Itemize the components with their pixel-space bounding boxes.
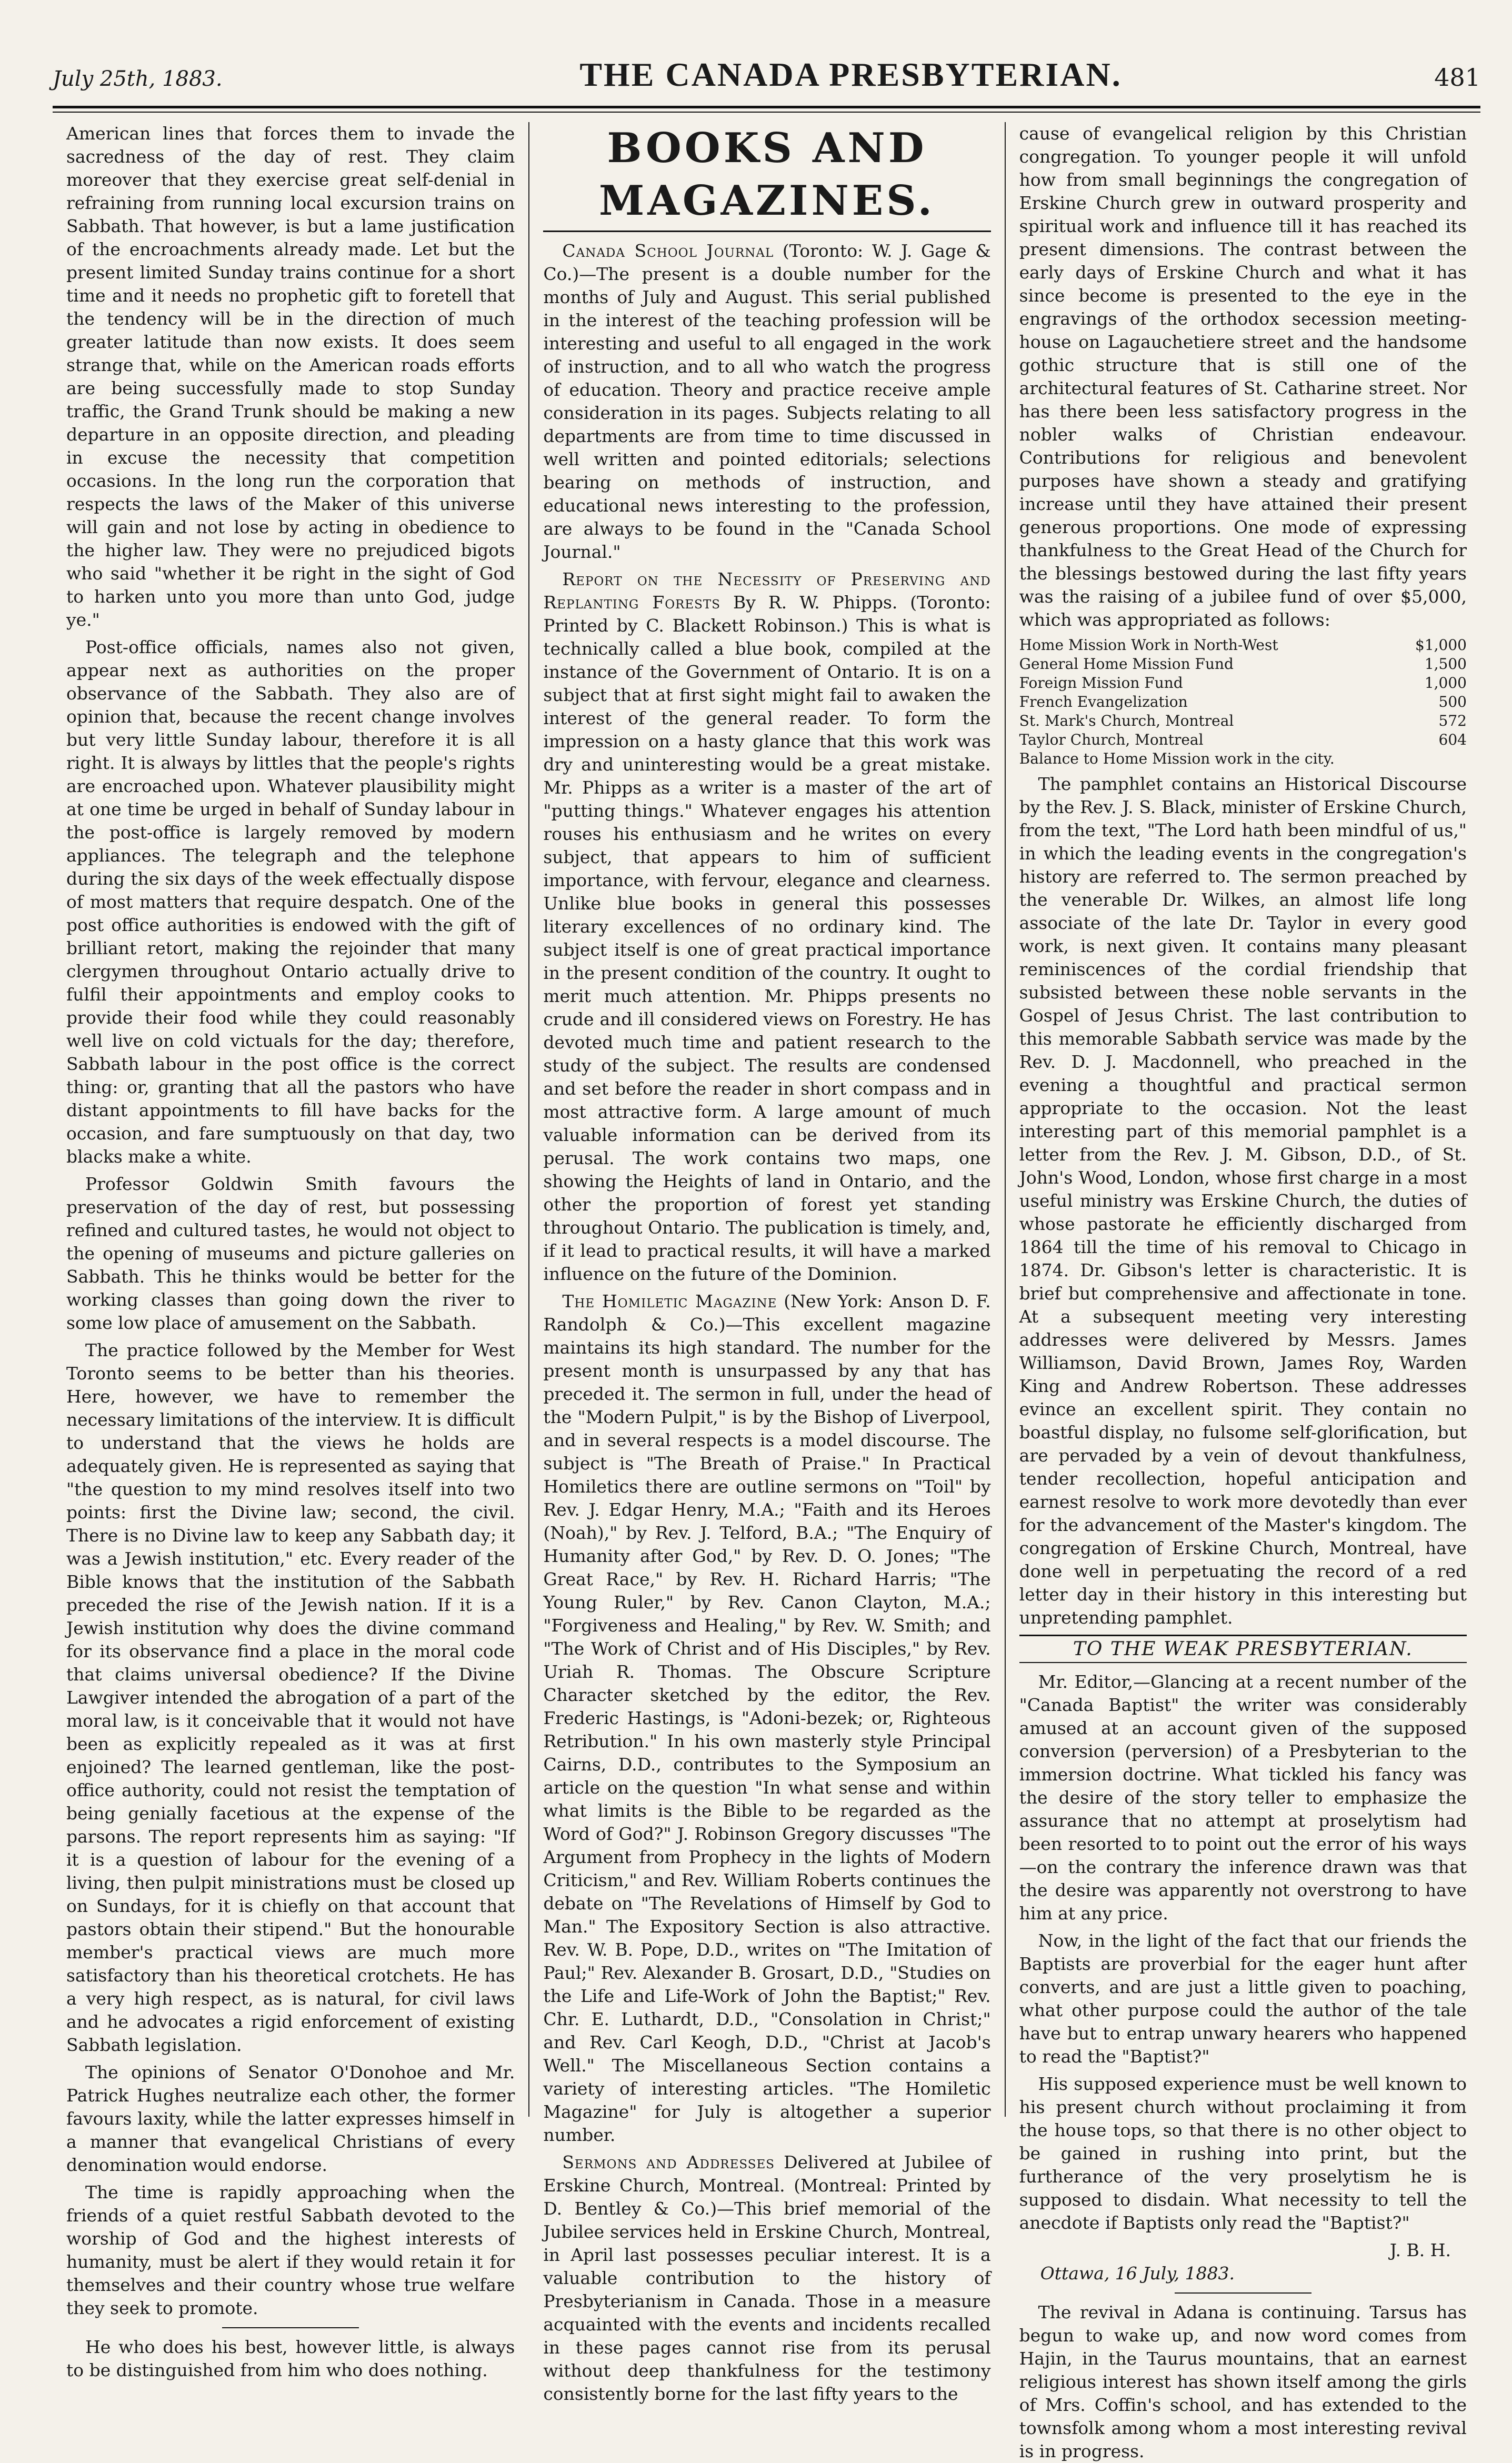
article-paragraph: The time is rapidly approaching when the friends of a quiet restful Sabbath devoted to the worship of God and the highest interests of humanity, must be alert if they would retain it for themselves and their country whose true welfare they seek to promote.	[66, 2182, 515, 2318]
page-number: 481	[1434, 63, 1480, 92]
column-1	[53, 122, 528, 2380]
page-header	[53, 55, 1480, 103]
closing-maxim: He who does his best, however little, is always to be distinguished from him who does nothing.	[66, 2337, 515, 2380]
review-text: (Toronto: W. J. Gage & Co.)—The present is a double number for the months of July and August. This serial published in the interest of the teaching profession will be interesting and useful to all engaged in the work of instruction, and to all who watch the progress of education. Theory and practice receive ample consideration in its pages. Subjects relating to all departments are from time to time discussed in well written and pointed editorials; selections bearing on methods of instruction, and educational news interesting to the profession, are always to be found in the "Canada School Journal."	[543, 241, 991, 562]
article-paragraph: The pamphlet contains an Historical Discourse by the Rev. J. S. Black, minister of Erskine Church, from the text, "The Lord hath been mindful of us," in which the leading events in the congregation's history are referred to. The sermon preached by the venerable Dr. Wilkes, an almost life long associate of the late Dr. Taylor in every good work, is next given. It contains many pleasant reminiscences of the cordial friendship that subsisted between these noble servants in the Gospel of Jesus Christ. The last contribution to this memorable Sabbath service was made by the Rev. D. J. Macdonnell, who preached in the evening a thoughtful and practical sermon appropriate to the occasion. Not the least interesting part of this memorial pamphlet is a letter from the Rev. J. M. Gibson, D.D., of St. John's Wood, London, whose first charge in a most useful ministry was Erskine Church, the duties of whose pastorate he efficiently discharged from 1864 till the time of his removal to Chicago in 1874. Dr. Gibson's letter is characteristic. It is brief but comprehensive and affectionate in tone. At a subsequent meeting very interesting addresses were delivered by Messrs. James Williamson, David Brown, James Roy, Warden King and Andrew Robertson. These addresses evince an excellent spirit. They contain no boastful display, no fulsome self-glorification, but are pervaded by a vein of devout thankfulness, tender recollection, hopeful anticipation and earnest resolve to work more devotedly than ever for the advancement of the Master's kingdom. The congregation of Erskine Church, Montreal, have done well in perpetuating the record of a red letter day in their history in this interesting but unpretending pamphlet.	[1019, 774, 1467, 1628]
article-paragraph: Professor Goldwin Smith favours the preservation of the day of rest, but possessing refined and cultured tastes, he would not object to the opening of museums and picture galleries on Sabbath. This he thinks would be better for the working classes than going down the river to some low place of amusement on the Sabbath.	[66, 1174, 515, 1333]
table-row	[1019, 712, 1467, 730]
review-text: By R. W. Phipps. (Toronto: Printed by C. Blackett Robinson.) This is what is technically called a blue book, compiled at the instance of the Government of Ontario. It is on a subject that at first sight might fail to awaken the interest of the general reader. To form the impression on a hasty glance that this work was dry and uninteresting would be a great mistake. Mr. Phipps as a writer is a master of the art of "putting things." Whatever engages his attention rouses his enthusiasm and he writes on every subject, that appears to him of sufficient importance, with fervour, elegance and clearness. Unlike blue books in general this possesses literary excellences of no ordinary kind. The subject itself is one of great practical importance in the present condition of the country. It ought to merit much attention. Mr. Phipps presents no crude and ill considered views on Forestry. He has devoted much time and patient research to the study of the subject. The results are condensed and set before the reader in short compass and in most attractive form. A large amount of much valuable information can be derived from its perusal. The work contains two maps, one showing the Heights of land in Ontario, and the other the proportion of forest yet standing throughout Ontario. The publication is timely, and, if it lead to practical results, it will have a marked influence on the future of the Dominion.	[543, 592, 991, 1284]
fund-amount: 1,500	[1424, 655, 1467, 673]
review-item	[543, 1290, 990, 2147]
publication-title: THE CANADA PRESBYTERIAN.	[579, 56, 1122, 93]
review-item	[543, 2151, 990, 2406]
divider	[1019, 1662, 1467, 1663]
table-row	[1019, 749, 1467, 768]
table-row	[1019, 636, 1467, 655]
letter-heading: TO THE WEAK PRESBYTERIAN.	[1073, 1638, 1413, 1660]
table-row	[1019, 730, 1467, 749]
fund-label: Foreign Mission Fund	[1019, 674, 1183, 692]
divider	[543, 231, 990, 232]
table-row	[1019, 655, 1467, 674]
review-title: The Homiletic Magazine	[562, 1291, 777, 1311]
article-paragraph: American lines that forces them to invade the sacredness of the day of rest. They claim moreover that they exercise great self-denial in refraining from running local excursion trains on Sabbath. That however, is but a lame justification of the encroachments already made. Let but the present limited Sunday trains continue for a short time and it needs no prophetic gift to foretell that the tendency will be in the direction of much greater latitude than now exists. It does seem strange that, while on the American roads efforts are being successfully made to stop Sunday traffic, the Grand Trunk should be making a new departure in an opposite direction, and pleading in excuse the necessity that competition occasions. In the long run the corporation that respects the laws of the Maker of this universe will gain and not lose by acting in obedience to the higher law. They were no prejudiced bigots who said "whether it be right in the sight of God to harken unto you more than unto God, judge ye."	[66, 123, 515, 630]
news-paragraph: The revival in Adana is continuing. Tarsus has begun to wake up, and now word comes from Hajin, in the Taurus mountains, that an earnest religious interest has shown itself among the girls of Mrs. Coffin's school, and has extended to the townsfolk among whom a most interesting revival is in progress.	[1019, 2302, 1467, 2461]
column-2	[528, 122, 1004, 2404]
review-title: Canada School Journal	[562, 241, 774, 261]
fund-label: St. Mark's Church, Montreal	[1019, 712, 1234, 729]
fund-amount: 500	[1438, 693, 1467, 710]
fund-note: Balance to Home Mission work in the city.	[1019, 750, 1335, 767]
divider	[1019, 1635, 1467, 1636]
review-text: (New York: Anson D. F. Randolph & Co.)—This excellent magazine maintains its high standard. The number for the present month is unsurpassed by any that has preceded it. The sermon in full, under the head of the "Modern Pulpit," is by the Bishop of Liverpool, and in several respects is a model discourse. The subject is "The Breath of Praise." In Practical Homiletics there are outline sermons on "Toil" by Rev. J. Edgar Henry, M.A.; "Faith and its Heroes (Noah)," by Rev. J. Telford, B.A.; "The Enquiry of Humanity after God," by Rev. D. O. Jones; "The Great Race," by Rev. H. Richard Harris; "The Young Ruler," by Rev. Canon Clayton, M.A.; "Forgiveness and Healing," by Rev. W. Smith; and "The Work of Christ and of His Disciples," by Rev. Uriah R. Thomas. The Obscure Scripture Character sketched by the editor, the Rev. Frederic Hastings, is "Adoni-bezek; or, Righteous Retribution." In his own masterly style Principal Cairns, D.D., contributes to the Symposium an article on the question "In what sense and within what limits is the Bible to be regarded as the Word of God?" J. Robinson Gregory discusses "The Argument from Prophecy in the lights of Modern Criticism," and Rev. William Roberts continues the debate on "The Revelations of Himself by God to Man." The Expository Section is also attractive. Rev. W. B. Pope, D.D., writes on "The Imitation of Paul;" Rev. Alexander B. Grosart, D.D., "Studies on the Life and Life-Work of John the Baptist;" Rev. Chr. E. Luthardt, D.D., "Consolation in Christ;" and Rev. Carl Keogh, D.D., "Christ at Jacob's Well." The Miscellaneous Section contains a variety of interesting articles. "The Homiletic Magazine" for July is altogether a superior number.	[543, 1291, 991, 2145]
fund-amount: 604	[1438, 731, 1467, 748]
fund-amount: 572	[1438, 712, 1467, 729]
fund-table	[1019, 636, 1467, 768]
table-row	[1019, 693, 1467, 712]
fund-amount: $1,000	[1415, 636, 1467, 654]
letter-paragraph: His supposed experience must be well known to his present church without proclaiming it from the house tops, so that there is no other object to be gained in rushing into print, but the furtherance of the very proselytism he is supposed to disdain. What necessity to tell the anecdote if Baptists only read the "Baptist?"	[1019, 2074, 1467, 2233]
divider	[222, 2327, 359, 2328]
review-title: Report on the Necessity of Preserving and Replanting Forests	[543, 569, 991, 613]
review-title: Sermons and Addresses	[562, 2152, 775, 2172]
columns	[53, 122, 1480, 2461]
fund-label: Home Mission Work in North-West	[1019, 636, 1278, 654]
review-text: Delivered at Jubilee of Erskine Church, Montreal. (Montreal: Printed by D. Bentley & Co.)—This brief memorial of the Jubilee services held in Erskine Church, Montreal, in April last possesses peculiar interest. It is a valuable contribution to the history of Presbyterianism in Canada. Those in a measure acquainted with the events and incidents recalled in these pages cannot rise from its perusal without deep thankfulness for the testimony consistently borne for the last fifty years to the	[543, 2152, 991, 2404]
article-paragraph: The practice followed by the Member for West Toronto seems to be better than his theories. Here, however, we have to remember the necessary limitations of the interview. It is difficult to understand that the views he holds are adequately given. He is represented as saying that "the question to my mind resolves itself into two points: first the Divine law; second, the civil. There is no Divine law to keep any Sabbath day; it was a Jewish institution," etc. Every reader of the Bible knows that the institution of the Sabbath preceded the rise of the Jewish nation. If it is a Jewish institution why does the divine command for its observance find a place in the moral code that claims universal obedience? If the Divine Lawgiver intended the abrogation of a part of the moral law, is it conceivable that it would not have been as explicitly repealed as it was at first enjoined? The learned gentleman, like the post-office authority, could not resist the temptation of being genially facetious at the expense of the parsons. The report represents him as saying: "If it is a question of labour for the evening of a living, then pulpit ministrations must be closed up on Sundays, for it is chiefly on that account that pastors obtain their stipend." But the honourable member's practical views are much more satisfactory than his theoretical crotchets. He has a very high respect, as is natural, for civil laws and he advocates a rigid enforcement of existing Sabbath legislation.	[66, 1340, 515, 2055]
fund-amount: 1,000	[1424, 674, 1467, 692]
fund-label: Taylor Church, Montreal	[1019, 731, 1204, 748]
section-banner: BOOKS AND MAGAZINES.	[599, 124, 935, 225]
letter-paragraph: Now, in the light of the fact that our friends the Baptists are proverbial for the eager hunt after converts, and are just a little given to poaching, what other purpose could the author of the tale have but to entrap unwary hearers who happened to read the "Baptist?"	[1019, 1930, 1467, 2067]
letter-paragraph: Mr. Editor,—Glancing at a recent number of the "Canada Baptist" the writer was considerably amused at an account given of the supposed conversion (perversion) of a Presbyterian to the immersion doctrine. What tickled his fancy was the desire of the story teller to emphasize the assurance that no attempt at proselytism had been resorted to to point out the error of his ways—on the contrary the inference drawn was that the desire was apparently not overstrong to have him at any price.	[1019, 1671, 1467, 1924]
review-item	[543, 568, 990, 1286]
header-rule	[53, 106, 1480, 113]
article-paragraph: cause of evangelical religion by this Christian congregation. To younger people it will unfold how from small beginnings the congregation of Erskine Church grew in outward prosperity and spiritual work and influence till it has reached its present dimensions. The contrast between the early days of Erskine Church and what it has since become is presented to the eye in the engravings of the orthodox secession meeting-house on Lagauchetiere street and the handsome gothic structure that is still one of the architectural features of St. Catharine street. Nor has there been less satisfactory progress in the nobler walks of Christian endeavour. Contributions for religious and benevolent purposes have shown a steady and gratifying increase until they have attained their present generous proportions. One mode of expressing thankfulness to the Great Head of the Church for the blessings bestowed during the last fifty years was the raising of a jubilee fund of over $5,000, which was appropriated as follows:	[1019, 123, 1467, 630]
fund-label: French Evangelization	[1019, 693, 1188, 710]
divider	[1175, 2292, 1311, 2294]
letter-signature: J. B. H.	[1389, 2240, 1451, 2260]
column-3	[1005, 122, 1480, 2461]
issue-date: July 25th, 1883.	[53, 67, 223, 91]
fund-label: General Home Mission Fund	[1019, 655, 1234, 673]
letter-dateline: Ottawa, 16 July, 1883.	[1040, 2263, 1235, 2284]
review-item	[543, 239, 990, 564]
article-paragraph: Post-office officials, names also not given, appear next as authorities on the proper observance of the Sabbath. They also are of opinion that, because the recent change involves but very little Sunday labour, therefore it is all right. It is always by littles that the people's rights are encroached upon. Whatever plausibility might at one time be urged in behalf of Sunday labour in the post-office is largely removed by modern appliances. The telegraph and the telephone during the six days of the week effectually dispose of most matters that require despatch. One of the post office authorities is endowed with the gift of brilliant retort, making the rejoinder that many clergymen throughout Ontario actually drive to fulfil their appointments and employ cooks to provide their food while they could reasonably well live on cold victuals for the day; therefore, Sabbath labour in the post office is the correct thing: or, granting that all the pastors who have distant appointments to fill have backs for the occasion, and fare sumptuously on that day, two blacks make a white.	[66, 637, 515, 1167]
article-paragraph: The opinions of Senator O'Donohoe and Mr. Patrick Hughes neutralize each other, the former favours laxity, while the latter expresses himself in a manner that evangelical Christians of every denomination would endorse.	[66, 2062, 515, 2175]
table-row	[1019, 674, 1467, 693]
